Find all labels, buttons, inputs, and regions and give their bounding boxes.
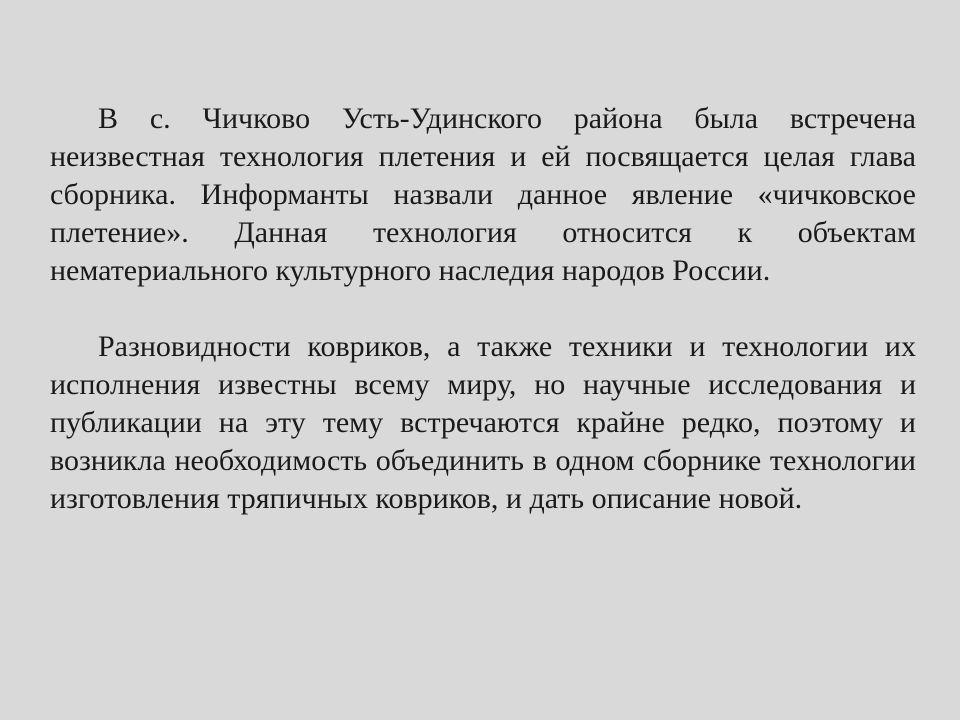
slide-body (50, 100, 916, 518)
paragraph-chichkovo-weaving: В с. Чичково Усть-Удинского района была встречена неизвестная технология плетения и ей посвящается целая глава сборника. Информанты назвали данное явление «чичковское плетение». Данная технология относится к объектам нематериального культурного наследия народов России. (50, 102, 916, 287)
paragraph-rug-techniques: Разновидности ковриков, а также техники и технологии их исполнения известны всему миру, но научные исследования и публикации на эту тему встречаются крайне редко, поэтому и возникла необходимость объединить в одном сборнике технологии изготовления тряпичных ковриков, и дать описание новой. (50, 330, 916, 515)
